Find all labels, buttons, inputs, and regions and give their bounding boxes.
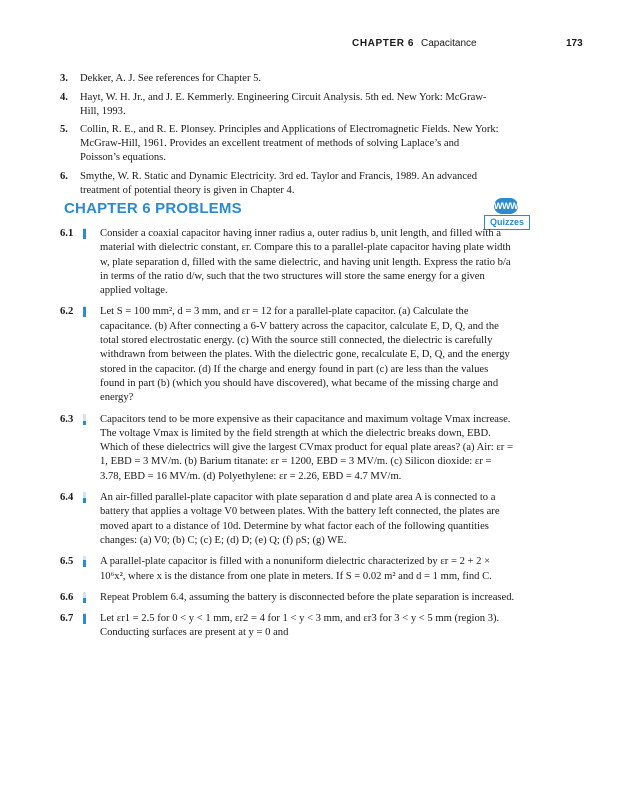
problem-text: Repeat Problem 6.4, assuming the battery is disconnected before the plate separation is increased. (100, 591, 515, 603)
problem-item (60, 555, 515, 584)
problem-number: 6.7 (60, 613, 74, 625)
problem-item (60, 413, 515, 484)
reference-number: 4. (60, 91, 68, 103)
reference-item (60, 72, 500, 86)
header-chapter: CHAPTER 6 (352, 38, 415, 49)
problem-number: 6.5 (60, 556, 74, 568)
problem-text: An air-filled parallel-plate capacitor with plate separation d and plate area A is connected to a battery that applies a voltage V0 between plates. With the battery left connected, the plates are moved apart to a distance of 10d. Determine by what factor each of the following quantities changes: (a) V0; (b) C; (c) E; (d) D; (e) Q; (f) ρS; (g) WE. (100, 492, 500, 546)
reference-item (60, 123, 500, 164)
difficulty-thermometer-icon (83, 414, 86, 425)
difficulty-thermometer-icon (83, 306, 86, 317)
difficulty-thermometer-icon (83, 492, 86, 503)
www-globe-icon: WWW (494, 198, 518, 214)
problem-text: Consider a coaxial capacitor having inner radius a, outer radius b, unit length, and filled with a material with dielectric constant, εr. Compare this to a parallel-plate capacitor having plate width w, plate separation d, filled with the same dielectric, and having unit length. Express the ratio b/a in terms of the ratio d/w, such that the two structures will store the same energy for a given applied voltage. (100, 228, 511, 297)
difficulty-thermometer-icon (83, 228, 86, 239)
reference-text: Dekker, A. J. See references for Chapter 5. (80, 73, 262, 84)
quizzes-label: Quizzes (484, 215, 530, 230)
problem-item (60, 305, 515, 405)
reference-number: 6. (60, 170, 68, 182)
problem-number: 6.6 (60, 591, 74, 603)
problem-item (60, 227, 515, 298)
problem-text: Let εr1 = 2.5 for 0 < y < 1 mm, εr2 = 4 for 1 < y < 3 mm, and εr3 for 3 < y < 5 mm (region 3). Conducting surfaces are present at y = 0 and (100, 613, 500, 639)
reference-number: 5. (60, 124, 68, 136)
problem-number: 6.2 (60, 306, 74, 318)
problem-text: Capacitors tend to be more expensive as their capacitance and maximum voltage Vmax increase. The voltage Vmax is limited by the field strength at which the dielectric breaks down, EBD. Which of these dielectrics will give the largest CVmax product for equal plate areas? (a) Air: εr = 1, EBD = 3 MV/m. (b) Barium titanate: εr = 1200, EBD = 3 MV/m. (c) Silicon dioxide: εr = 3.78, EBD = 16 MV/m. (d) Polyethylene: εr = 2.26, EBD = 4.7 MV/m. (100, 413, 513, 482)
problem-list (60, 227, 515, 648)
reference-item (60, 91, 500, 119)
reference-list (60, 72, 500, 202)
problem-number: 6.1 (60, 228, 74, 239)
reference-text: Collin, R. E., and R. E. Plonsey. Principles and Applications of Electromagnetic Fields. New York: McGraw-Hill, 1961. Provides an excellent treatment of methods of solving Laplace’s and Poisson’s equations. (80, 124, 499, 163)
reference-text: Smythe, W. R. Static and Dynamic Electricity. 3rd ed. Taylor and Francis, 1989. An advanced treatment of potential theory is given in Chapter 4. (80, 170, 478, 196)
header-title: Capacitance (421, 38, 477, 49)
problem-item (60, 612, 515, 641)
difficulty-thermometer-icon (83, 613, 86, 624)
reference-text: Hayt, W. H. Jr., and J. E. Kemmerly. Engineering Circuit Analysis. 5th ed. New York: McGraw-Hill, 1993. (80, 91, 487, 117)
problem-text: A parallel-plate capacitor is filled with a nonuniform dielectric characterized by εr = 2 + 2 × 10⁶x², where x is the distance from one plate in meters. If S = 0.02 m² and d = 1 mm, find C. (100, 556, 492, 582)
page-number: 173 (566, 38, 583, 49)
page-header (0, 36, 627, 52)
problem-number: 6.3 (60, 413, 74, 425)
difficulty-thermometer-icon (83, 592, 86, 603)
difficulty-thermometer-icon (83, 556, 86, 567)
problem-text: Let S = 100 mm², d = 3 mm, and εr = 12 for a parallel-plate capacitor. (a) Calculate the capacitance. (b) After connecting a 6-V battery across the capacitor, calculate E, D, Q, and the total stored electrostatic energy. (c) With the source still connected, the dielectric is carefully withdrawn from between the plates. With the dielectric gone, recalculate E, D, Q, and the energy stored in the capacitor. (d) If the charge and energy found in part (c) are less than the values found in part (b) (which you should have discovered), what became of the missing charge and energy? (100, 306, 510, 404)
problem-item (60, 591, 515, 605)
reference-item (60, 170, 500, 198)
reference-number: 3. (60, 73, 68, 84)
problem-item (60, 491, 515, 548)
problems-heading: CHAPTER 6 PROBLEMS (64, 200, 242, 217)
problem-number: 6.4 (60, 492, 74, 504)
